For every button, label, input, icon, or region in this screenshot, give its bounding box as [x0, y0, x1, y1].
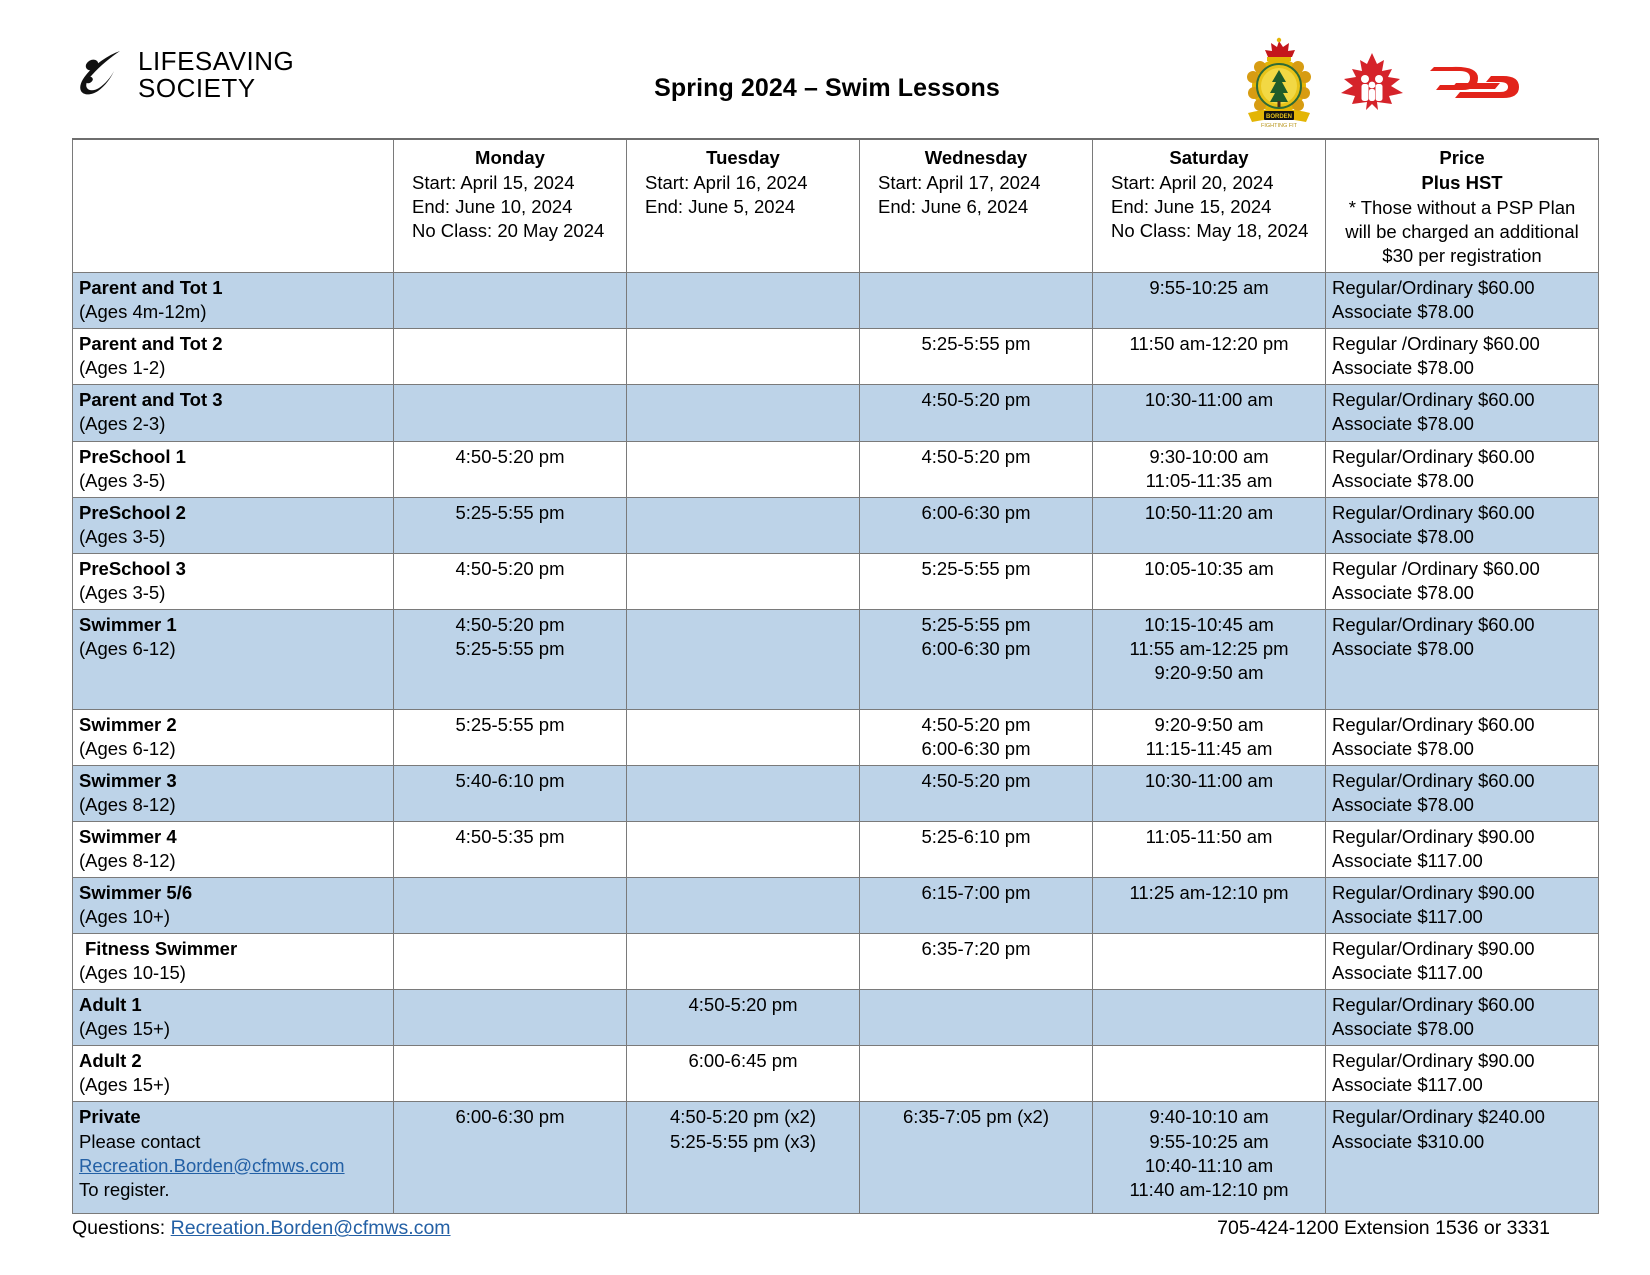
cell-monday	[394, 553, 627, 609]
price-associate: Associate $117.00	[1332, 906, 1483, 928]
table-row	[73, 553, 1599, 609]
program-contact-prompt: Please contact	[79, 1130, 201, 1152]
price-associate: Associate $78.00	[1332, 1018, 1474, 1040]
program-level-label: PreSchool 1	[79, 445, 186, 467]
cell-monday	[394, 273, 627, 329]
header-saturday-noclass: No Class: May 18, 2024	[1111, 220, 1309, 242]
cell-monday	[394, 1102, 627, 1214]
program-age-range: (Ages 2-3)	[79, 413, 166, 435]
program-level-label: Parent and Tot 2	[79, 333, 223, 355]
price-regular: Regular/Ordinary $90.00	[1332, 825, 1535, 847]
program-age-range: (Ages 8-12)	[79, 850, 176, 872]
table-row	[73, 934, 1599, 990]
cell-program	[73, 385, 394, 441]
private-lessons-note: To register.	[79, 1178, 170, 1200]
cell-monday	[394, 441, 627, 497]
header-wednesday-end: End: June 6, 2024	[878, 196, 1029, 218]
price-associate: Associate $78.00	[1332, 581, 1474, 603]
price-associate: Associate $78.00	[1332, 357, 1474, 379]
header-cell-tuesday	[627, 139, 860, 273]
program-age-range: (Ages 15+)	[79, 1018, 171, 1040]
time-slot: 6:00-6:30 pm	[455, 1106, 565, 1128]
program-level-label: Private	[79, 1106, 141, 1128]
time-slot: 9:40-10:10 am	[1149, 1106, 1269, 1128]
cell-wednesday	[860, 821, 1093, 877]
price-associate: Associate $78.00	[1332, 301, 1474, 323]
program-age-range: (Ages 3-5)	[79, 581, 166, 603]
time-slot: 10:15-10:45 am	[1144, 613, 1274, 635]
price-regular: Regular/Ordinary $90.00	[1332, 882, 1535, 904]
table-row	[73, 441, 1599, 497]
table-row	[73, 385, 1599, 441]
time-slot: 5:25-5:55 pm	[455, 501, 565, 523]
program-age-range: (Ages 6-12)	[79, 637, 176, 659]
program-level-label: Swimmer 3	[79, 769, 177, 791]
cell-saturday	[1093, 497, 1326, 553]
table-row	[73, 990, 1599, 1046]
cell-wednesday	[860, 273, 1093, 329]
program-age-range: (Ages 3-5)	[79, 469, 166, 491]
cell-price	[1326, 609, 1599, 709]
cell-wednesday	[860, 1102, 1093, 1214]
cell-tuesday	[627, 329, 860, 385]
table-header-row	[73, 139, 1599, 273]
program-age-range: (Ages 3-5)	[79, 525, 166, 547]
cell-saturday	[1093, 709, 1326, 765]
program-level-label: PreSchool 2	[79, 501, 186, 523]
cell-wednesday	[860, 497, 1093, 553]
cell-saturday	[1093, 1102, 1326, 1214]
cell-program	[73, 990, 394, 1046]
cell-monday	[394, 1046, 627, 1102]
cell-program	[73, 709, 394, 765]
cell-tuesday	[627, 1046, 860, 1102]
price-regular: Regular/Ordinary $60.00	[1332, 994, 1535, 1016]
header-day-tuesday: Tuesday	[706, 147, 780, 168]
cell-program	[73, 329, 394, 385]
cell-price	[1326, 1046, 1599, 1102]
price-associate: Associate $78.00	[1332, 469, 1474, 491]
time-slot: 9:30-10:00 am	[1149, 445, 1269, 467]
svg-text:BORDEN: BORDEN	[1265, 114, 1293, 120]
price-regular: Regular /Ordinary $60.00	[1332, 557, 1540, 579]
price-associate: Associate $310.00	[1332, 1130, 1485, 1152]
cell-monday	[394, 329, 627, 385]
table-row	[73, 878, 1599, 934]
cell-program	[73, 1102, 394, 1214]
price-regular: Regular/Ordinary $240.00	[1332, 1106, 1545, 1128]
time-slot: 4:50-5:20 pm	[455, 445, 565, 467]
program-level-label: Adult 1	[79, 994, 142, 1016]
document-footer	[72, 1217, 1580, 1240]
program-age-range: (Ages 15+)	[79, 1074, 171, 1096]
cell-wednesday	[860, 385, 1093, 441]
cfb-borden-crest-icon	[1240, 37, 1318, 129]
header-monday-end: End: June 10, 2024	[412, 196, 573, 218]
program-level-label: Fitness Swimmer	[85, 938, 238, 960]
time-slot: 4:50-5:35 pm	[455, 825, 565, 847]
footer-email-link[interactable]: Recreation.Borden@cfmws.com	[170, 1217, 451, 1240]
time-slot: 4:50-5:20 pm (x2)	[669, 1106, 816, 1128]
cell-program	[73, 765, 394, 821]
cell-program	[73, 821, 394, 877]
time-slot: 6:35-7:20 pm	[921, 938, 1031, 960]
cell-tuesday	[627, 553, 860, 609]
time-slot: 5:25-5:55 pm (x3)	[669, 1130, 816, 1152]
cell-saturday	[1093, 934, 1326, 990]
cell-price	[1326, 821, 1599, 877]
header-price-note-3: $30 per registration	[1382, 245, 1542, 267]
cell-price	[1326, 385, 1599, 441]
cell-price	[1326, 497, 1599, 553]
time-slot: 4:50-5:20 pm	[921, 389, 1031, 411]
program-level-label: Swimmer 4	[79, 825, 177, 847]
cell-price	[1326, 553, 1599, 609]
program-level-label: Swimmer 5/6	[79, 882, 193, 904]
price-regular: Regular/Ordinary $60.00	[1332, 769, 1535, 791]
cell-saturday	[1093, 1046, 1326, 1102]
price-associate: Associate $78.00	[1332, 737, 1474, 759]
program-level-label: PreSchool 3	[79, 557, 186, 579]
program-level-label: Swimmer 1	[79, 613, 177, 635]
cell-tuesday	[627, 934, 860, 990]
cell-saturday	[1093, 821, 1326, 877]
header-cell-wednesday	[860, 139, 1093, 273]
cell-monday	[394, 709, 627, 765]
footer-questions-label: Questions:	[72, 1217, 166, 1240]
cell-monday	[394, 385, 627, 441]
time-slot: 10:30-11:00 am	[1144, 389, 1274, 411]
price-regular: Regular/Ordinary $60.00	[1332, 277, 1535, 299]
price-associate: Associate $78.00	[1332, 637, 1474, 659]
time-slot: 9:55-10:25 am	[1149, 1130, 1269, 1152]
cell-tuesday	[627, 609, 860, 709]
price-regular: Regular/Ordinary $90.00	[1332, 938, 1535, 960]
cell-price	[1326, 709, 1599, 765]
table-row	[73, 497, 1599, 553]
time-slot: 5:25-6:10 pm	[921, 825, 1031, 847]
header-cell-program	[73, 139, 394, 273]
cell-monday	[394, 609, 627, 709]
time-slot: 11:55 am-12:25 pm	[1129, 637, 1289, 659]
swim-lesson-schedule-table	[72, 138, 1599, 1214]
cell-monday	[394, 990, 627, 1046]
cell-program	[73, 497, 394, 553]
cell-tuesday	[627, 878, 860, 934]
cell-saturday	[1093, 273, 1326, 329]
cell-price	[1326, 441, 1599, 497]
price-associate: Associate $117.00	[1332, 962, 1483, 984]
time-slot: 4:50-5:20 pm	[921, 769, 1031, 791]
cell-monday	[394, 878, 627, 934]
header-day-saturday: Saturday	[1169, 147, 1249, 168]
table-row	[73, 765, 1599, 821]
svg-text:FIGHTING FIT: FIGHTING FIT	[1260, 123, 1298, 129]
document-header	[70, 22, 1584, 132]
cell-wednesday	[860, 609, 1093, 709]
cell-tuesday	[627, 497, 860, 553]
program-age-range: (Ages 1-2)	[79, 357, 166, 379]
cell-wednesday	[860, 990, 1093, 1046]
header-price-hst: Plus HST	[1421, 172, 1503, 194]
time-slot: 6:15-7:00 pm	[921, 882, 1031, 904]
cell-saturday	[1093, 329, 1326, 385]
price-regular: Regular/Ordinary $60.00	[1332, 445, 1535, 467]
time-slot: 4:50-5:20 pm	[921, 445, 1031, 467]
header-tuesday-start: Start: April 16, 2024	[645, 172, 808, 194]
header-day-wednesday: Wednesday	[924, 147, 1028, 168]
header-cell-price	[1326, 139, 1599, 273]
time-slot: 9:20-9:50 am	[1154, 661, 1264, 683]
cell-price	[1326, 1102, 1599, 1214]
cell-saturday	[1093, 609, 1326, 709]
header-cell-saturday	[1093, 139, 1326, 273]
cell-saturday	[1093, 878, 1326, 934]
price-associate: Associate $78.00	[1332, 525, 1474, 547]
table-row	[73, 821, 1599, 877]
partner-logos	[1240, 38, 1522, 128]
price-regular: Regular /Ordinary $60.00	[1332, 333, 1540, 355]
time-slot: 11:05-11:50 am	[1145, 825, 1273, 847]
time-slot: 5:25-5:55 pm	[921, 333, 1031, 355]
time-slot: 6:00-6:45 pm	[688, 1050, 798, 1072]
cell-monday	[394, 497, 627, 553]
price-regular: Regular/Ordinary $60.00	[1332, 713, 1535, 735]
time-slot: 6:35-7:05 pm (x2)	[902, 1106, 1049, 1128]
header-price-note-1: * Those without a PSP Plan	[1348, 197, 1576, 219]
time-slot: 4:50-5:20 pm	[688, 994, 798, 1016]
price-regular: Regular/Ordinary $60.00	[1332, 613, 1535, 635]
cell-program	[73, 609, 394, 709]
cell-program	[73, 441, 394, 497]
header-price-note-2: will be charged an additional	[1345, 221, 1579, 243]
header-cell-monday	[394, 139, 627, 273]
cell-price	[1326, 765, 1599, 821]
psp-logo-icon	[1426, 63, 1522, 103]
time-slot: 5:25-5:55 pm	[921, 613, 1031, 635]
header-saturday-start: Start: April 20, 2024	[1111, 172, 1274, 194]
time-slot: 6:00-6:30 pm	[921, 637, 1031, 659]
time-slot: 10:05-10:35 am	[1144, 557, 1274, 579]
cell-wednesday	[860, 329, 1093, 385]
header-day-monday: Monday	[475, 147, 545, 168]
table-row	[73, 329, 1599, 385]
cell-tuesday	[627, 385, 860, 441]
program-level-label: Parent and Tot 1	[79, 277, 223, 299]
brand-line-2: SOCIETY	[138, 73, 256, 104]
cell-program	[73, 878, 394, 934]
header-wednesday-start: Start: April 17, 2024	[878, 172, 1041, 194]
cell-saturday	[1093, 990, 1326, 1046]
cell-price	[1326, 273, 1599, 329]
cell-saturday	[1093, 441, 1326, 497]
time-slot: 11:50 am-12:20 pm	[1129, 333, 1289, 355]
table-row	[73, 1046, 1599, 1102]
cell-monday	[394, 934, 627, 990]
header-monday-noclass: No Class: 20 May 2024	[412, 220, 605, 242]
time-slot: 10:30-11:00 am	[1144, 769, 1274, 791]
time-slot: 11:40 am-12:10 pm	[1129, 1178, 1289, 1200]
program-age-range: (Ages 4m-12m)	[79, 301, 207, 323]
time-slot: 4:50-5:20 pm	[455, 557, 565, 579]
cell-saturday	[1093, 385, 1326, 441]
table-row	[73, 1102, 1599, 1214]
cell-program	[73, 1046, 394, 1102]
header-tuesday-end: End: June 5, 2024	[645, 196, 796, 218]
cell-wednesday	[860, 878, 1093, 934]
cell-tuesday	[627, 821, 860, 877]
cell-wednesday	[860, 765, 1093, 821]
time-slot: 9:55-10:25 am	[1149, 277, 1269, 299]
time-slot: 5:25-5:55 pm	[455, 637, 565, 659]
cell-wednesday	[860, 709, 1093, 765]
time-slot: 4:50-5:20 pm	[455, 613, 565, 635]
cell-price	[1326, 878, 1599, 934]
brand-line-1: LIFESAVING	[138, 46, 295, 76]
program-age-range: (Ages 10+)	[79, 906, 171, 928]
program-age-range: (Ages 6-12)	[79, 737, 176, 759]
time-slot: 11:25 am-12:10 pm	[1129, 882, 1289, 904]
cell-tuesday	[627, 990, 860, 1046]
time-slot: 11:05-11:35 am	[1145, 469, 1273, 491]
header-monday-start: Start: April 15, 2024	[412, 172, 575, 194]
price-associate: Associate $78.00	[1332, 413, 1474, 435]
cell-tuesday	[627, 1102, 860, 1214]
cell-wednesday	[860, 553, 1093, 609]
cell-saturday	[1093, 765, 1326, 821]
header-saturday-end: End: June 15, 2024	[1111, 196, 1272, 218]
header-price-title: Price	[1439, 147, 1485, 168]
time-slot: 4:50-5:20 pm	[921, 713, 1031, 735]
cell-wednesday	[860, 441, 1093, 497]
price-regular: Regular/Ordinary $90.00	[1332, 1050, 1535, 1072]
time-slot: 6:00-6:30 pm	[921, 737, 1031, 759]
cell-monday	[394, 821, 627, 877]
program-age-range: (Ages 10-15)	[79, 962, 186, 984]
price-regular: Regular/Ordinary $60.00	[1332, 389, 1535, 411]
program-level-label: Parent and Tot 3	[79, 389, 223, 411]
table-row	[73, 609, 1599, 709]
time-slot: 11:15-11:45 am	[1145, 737, 1273, 759]
cell-tuesday	[627, 441, 860, 497]
program-level-label: Adult 2	[79, 1050, 142, 1072]
cell-tuesday	[627, 709, 860, 765]
time-slot: 5:25-5:55 pm	[921, 557, 1031, 579]
price-associate: Associate $117.00	[1332, 1074, 1483, 1096]
program-level-label: Swimmer 2	[79, 713, 177, 735]
cell-monday	[394, 765, 627, 821]
footer-questions	[72, 1217, 451, 1240]
cell-saturday	[1093, 553, 1326, 609]
cell-tuesday	[627, 765, 860, 821]
footer-phone: 705-424-1200 Extension 1536 or 3331	[1217, 1217, 1550, 1240]
time-slot: 5:25-5:55 pm	[455, 713, 565, 735]
cell-program	[73, 273, 394, 329]
page-title: Spring 2024 – Swim Lessons	[654, 74, 1000, 102]
time-slot: 5:40-6:10 pm	[455, 769, 565, 791]
time-slot: 6:00-6:30 pm	[921, 501, 1031, 523]
cell-wednesday	[860, 1046, 1093, 1102]
table-row	[73, 273, 1599, 329]
price-associate: Associate $117.00	[1332, 850, 1483, 872]
time-slot: 10:50-11:20 am	[1144, 501, 1274, 523]
table-row	[73, 709, 1599, 765]
cell-price	[1326, 990, 1599, 1046]
price-regular: Regular/Ordinary $60.00	[1332, 501, 1535, 523]
cell-price	[1326, 934, 1599, 990]
table-body	[73, 273, 1599, 1214]
cell-tuesday	[627, 273, 860, 329]
canadian-forces-family-maple-leaf-icon	[1336, 52, 1408, 114]
cell-wednesday	[860, 934, 1093, 990]
price-associate: Associate $78.00	[1332, 793, 1474, 815]
cell-program	[73, 934, 394, 990]
time-slot: 9:20-9:50 am	[1154, 713, 1264, 735]
time-slot: 10:40-11:10 am	[1144, 1154, 1274, 1176]
program-age-range: (Ages 8-12)	[79, 793, 176, 815]
private-lessons-email-link[interactable]: Recreation.Borden@cfmws.com	[79, 1154, 345, 1176]
cell-price	[1326, 329, 1599, 385]
cell-program	[73, 553, 394, 609]
